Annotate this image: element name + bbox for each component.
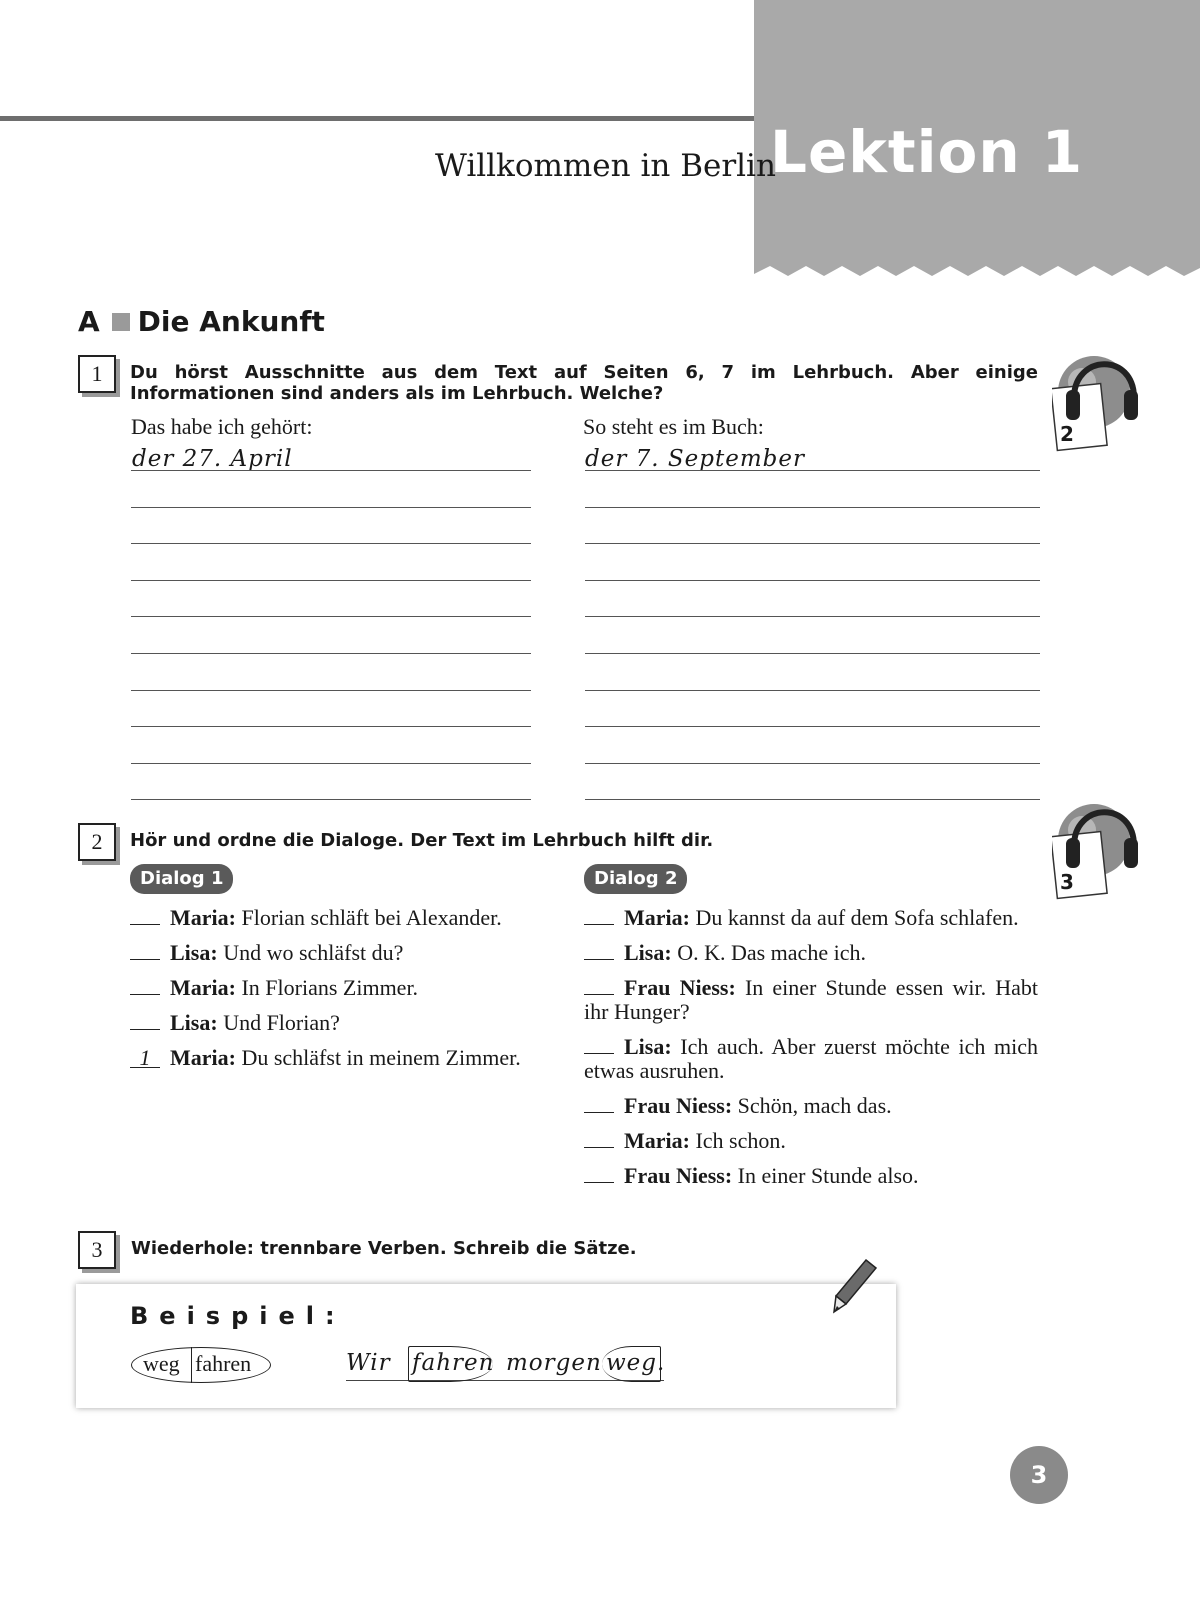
audio-track-number: 3: [1060, 870, 1074, 894]
writing-line[interactable]: [585, 799, 1040, 800]
writing-line[interactable]: [585, 690, 1040, 691]
dialog-text: Du kannst da auf dem Sofa schlafen.: [695, 905, 1019, 930]
verb-prefix: weg: [143, 1351, 180, 1376]
verb-divider: [191, 1347, 192, 1383]
dialog-line: [584, 1035, 1038, 1083]
writing-line[interactable]: [585, 726, 1040, 727]
task-number-box: 1: [78, 355, 116, 393]
order-blank[interactable]: [584, 1147, 614, 1148]
writing-line[interactable]: [585, 616, 1040, 617]
sentence-verb: fahren: [412, 1350, 495, 1376]
dialog-1-badge: Dialog 1: [130, 864, 233, 894]
dialog-line: [130, 906, 532, 930]
writing-line[interactable]: [585, 507, 1040, 508]
speaker: Maria:: [624, 1128, 690, 1153]
writing-line[interactable]: [585, 470, 1040, 471]
verb-stem: fahren: [195, 1351, 252, 1376]
writing-line[interactable]: [131, 690, 531, 691]
dialog-text: Und Florian?: [223, 1010, 340, 1035]
order-blank[interactable]: [584, 1053, 614, 1054]
order-blank[interactable]: [584, 1112, 614, 1113]
writing-line[interactable]: [131, 763, 531, 764]
writing-line[interactable]: [131, 543, 531, 544]
speaker: Frau Niess:: [624, 1093, 733, 1118]
audio-track-number: 2: [1060, 422, 1074, 446]
dialog-line: [584, 941, 1038, 965]
dialog-1-lines: [130, 906, 532, 1081]
writing-line[interactable]: [131, 726, 531, 727]
example-label: Beispiel:: [130, 1302, 346, 1330]
writing-line[interactable]: [131, 799, 531, 800]
writing-line[interactable]: [131, 470, 531, 471]
writing-line[interactable]: [131, 616, 531, 617]
page-number: 3: [1010, 1446, 1068, 1504]
speaker: Maria:: [170, 1045, 236, 1070]
sentence-word: morgen: [506, 1350, 602, 1376]
speaker: Lisa:: [624, 940, 672, 965]
speaker: Lisa:: [624, 1034, 672, 1059]
order-blank[interactable]: [584, 1182, 614, 1183]
sentence-word: Wir: [346, 1350, 391, 1376]
dialog-line: [584, 1164, 1038, 1188]
example-writing-line: [346, 1380, 664, 1381]
lesson-subtitle: Willkommen in Berlin: [435, 148, 776, 184]
writing-line[interactable]: [585, 580, 1040, 581]
sentence-prefix: weg.: [606, 1350, 666, 1376]
section-heading: [78, 305, 325, 338]
writing-line[interactable]: [585, 763, 1040, 764]
lesson-title: Lektion 1: [770, 118, 1084, 186]
dialog-2-lines: [584, 906, 1038, 1199]
dialog-text: Ich auch. Aber zuerst möchte ich mich etwas ausruhen.: [584, 1034, 1038, 1083]
dialog-text: Florian schläft bei Alexander.: [241, 905, 502, 930]
dialog-2-badge: Dialog 2: [584, 864, 687, 894]
order-blank[interactable]: [130, 959, 160, 960]
order-blank[interactable]: [584, 994, 614, 995]
speaker: Lisa:: [170, 1010, 218, 1035]
writing-line[interactable]: [131, 580, 531, 581]
speaker: Frau Niess:: [624, 975, 736, 1000]
dialog-text: Du schläfst in meinem Zimmer.: [241, 1045, 521, 1070]
task-instruction: Wiederhole: trennbare Verben. Schreib die Sätze.: [131, 1238, 637, 1259]
dialog-line: [584, 976, 1038, 1024]
left-example-answer: der 27. April: [132, 446, 293, 472]
dialog-line: [584, 906, 1038, 930]
speaker: Frau Niess:: [624, 1163, 733, 1188]
left-column-heading: Das habe ich gehört:: [131, 414, 313, 439]
order-blank[interactable]: [130, 1029, 160, 1030]
order-blank[interactable]: [584, 959, 614, 960]
dialog-text: In einer Stunde essen wir. Habt ihr Hunger?: [584, 975, 1039, 1024]
section-title: Die Ankunft: [137, 305, 325, 338]
dialog-text: Ich schon.: [695, 1128, 786, 1153]
order-blank[interactable]: [130, 924, 160, 925]
pencil-icon: [832, 1258, 878, 1319]
section-square-icon: [112, 313, 130, 331]
right-column-heading: So steht es im Buch:: [583, 414, 764, 439]
task-instruction: Hör und ordne die Dialoge. Der Text im Lehrbuch hilft dir.: [130, 830, 714, 851]
speaker: Maria:: [170, 905, 236, 930]
writing-line[interactable]: [585, 653, 1040, 654]
task-number-box: 3: [78, 1231, 116, 1269]
writing-line[interactable]: [131, 507, 531, 508]
dialog-text: Schön, mach das.: [737, 1093, 892, 1118]
speaker: Maria:: [170, 975, 236, 1000]
order-blank[interactable]: [130, 994, 160, 995]
dialog-line: [130, 941, 532, 965]
speaker: Lisa:: [170, 940, 218, 965]
section-letter: A: [78, 305, 100, 338]
dialog-line: [130, 976, 532, 1000]
dialog-text: In Florians Zimmer.: [241, 975, 419, 1000]
writing-line[interactable]: [131, 653, 531, 654]
dialog-text: O. K. Das mache ich.: [677, 940, 866, 965]
dialog-line: [130, 1046, 532, 1070]
speaker: Maria:: [624, 905, 690, 930]
order-blank[interactable]: [584, 924, 614, 925]
dialog-text: In einer Stunde also.: [737, 1163, 919, 1188]
dialog-line: [584, 1094, 1038, 1118]
dialog-line: [130, 1011, 532, 1035]
dialog-text: Und wo schläfst du?: [223, 940, 404, 965]
dialog-line: [584, 1129, 1038, 1153]
header-rule: [0, 116, 755, 121]
writing-line[interactable]: [585, 543, 1040, 544]
task-number-box: 2: [78, 823, 116, 861]
order-blank[interactable]: 1: [130, 1049, 160, 1068]
right-example-answer: der 7. September: [585, 446, 805, 472]
task-instruction: Du hörst Ausschnitte aus dem Text auf Seiten 6, 7 im Lehrbuch. Aber einige Informationen sind anders als im Lehrbuch. Welche?: [130, 362, 1038, 404]
